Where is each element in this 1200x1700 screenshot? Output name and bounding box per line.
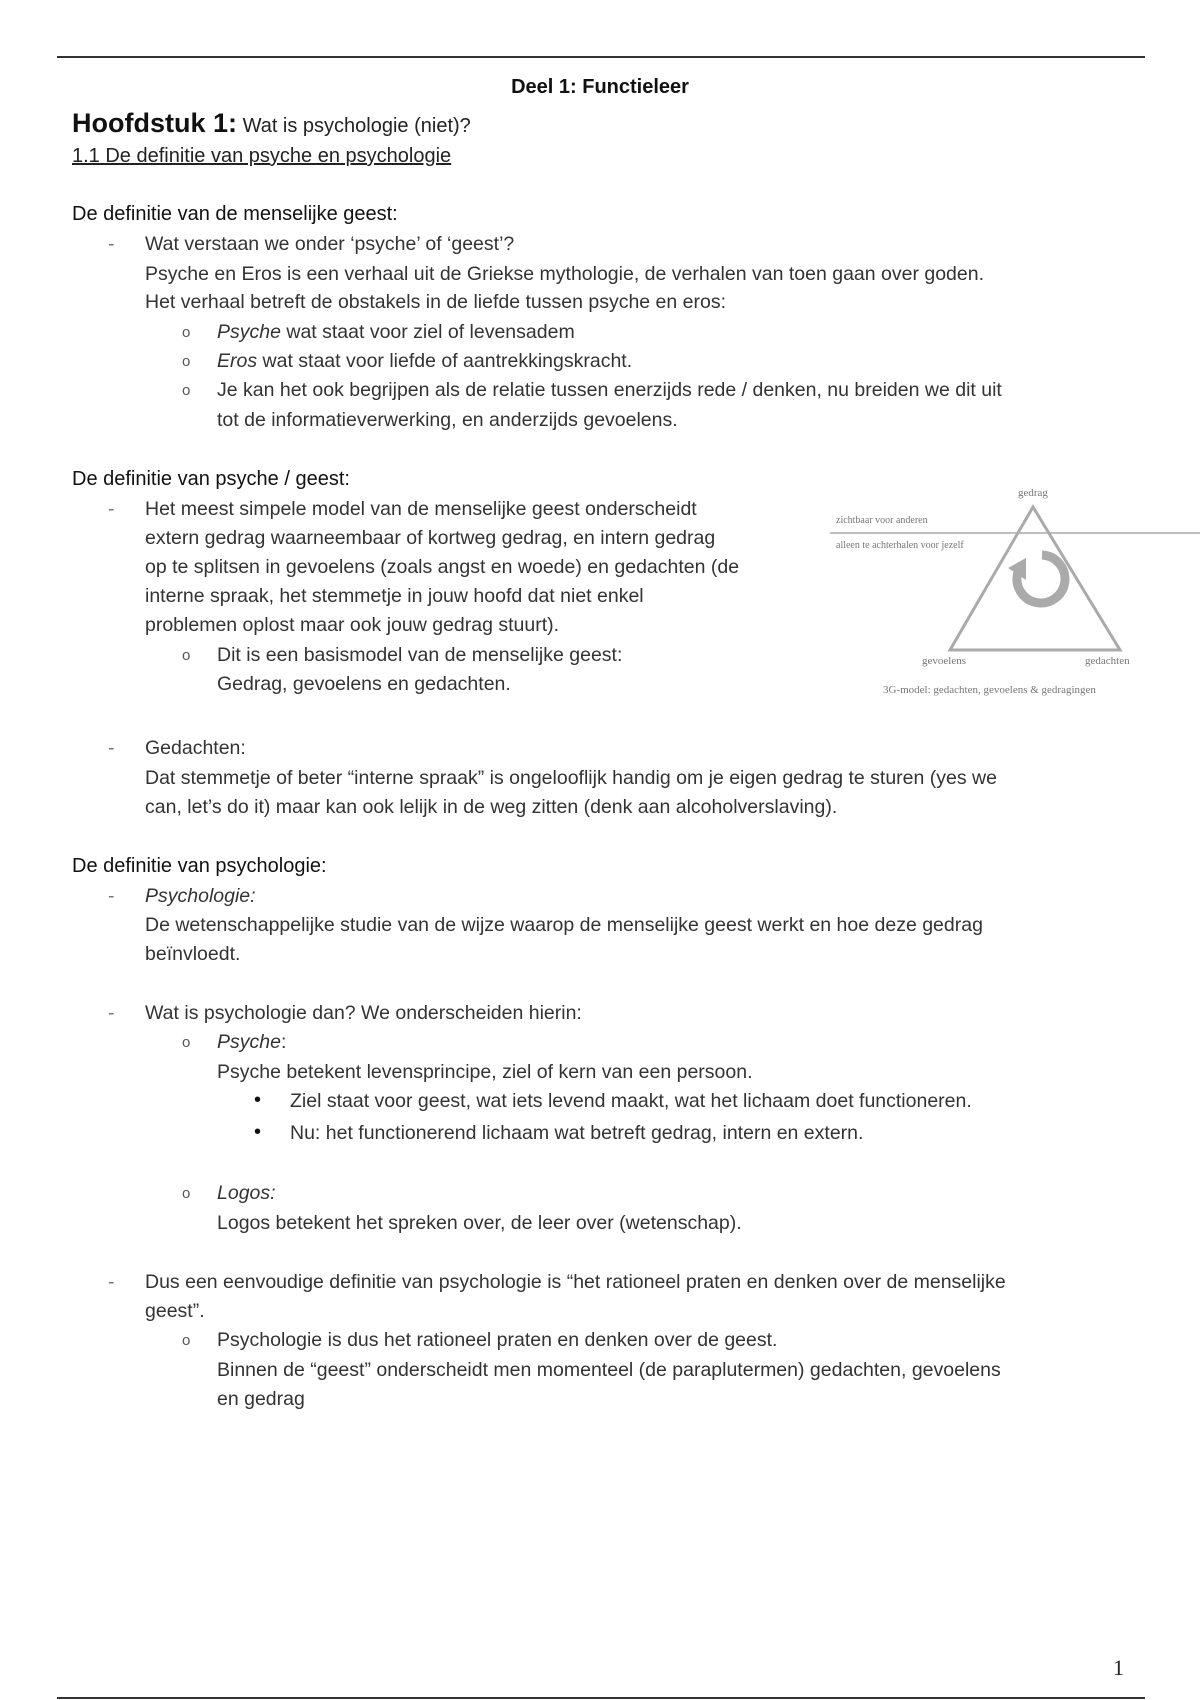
psychology-def-line2: beïnvloedt.: [145, 943, 241, 965]
psyche-term: Psyche: [217, 321, 281, 343]
dot-bullet: •: [254, 1089, 262, 1111]
diagram-hidden-label: alleen te achterhalen voor jezelf: [836, 540, 964, 551]
thoughts-line2: can, let’s do it) maar kan ook lelijk in de weg zitten (denk aan alcoholverslaving).: [145, 796, 838, 818]
triangle: [950, 507, 1120, 650]
block3-heading: De definitie van psychologie:: [72, 855, 327, 877]
circle-bullet: o: [182, 1034, 191, 1051]
top-rule: [57, 56, 1145, 58]
page-number: 1: [1113, 1655, 1124, 1680]
dash-bullet: -: [108, 498, 115, 520]
block2-heading: De definitie van psyche / geest:: [72, 468, 350, 490]
psychology-term-text: Psychologie:: [145, 885, 256, 907]
block1-heading: De definitie van de menselijke geest:: [72, 203, 398, 225]
psyche-colon: :: [280, 1031, 287, 1053]
block1-sub2: [217, 350, 632, 373]
dash-bullet: -: [108, 1002, 115, 1024]
summary-line1: Dus een eenvoudige definitie van psychologie is “het rationeel praten en denken over de menselijke: [145, 1271, 1006, 1293]
chapter-heading: [72, 108, 471, 139]
logos-term-line: [217, 1182, 276, 1205]
thoughts-line1: Dat stemmetje of beter “interne spraak” is ongelooflijk handig om je eigen gedrag te sturen (yes we: [145, 767, 997, 789]
part-title: Deel 1: Functieleer: [511, 76, 689, 98]
block1-sub1: [217, 321, 575, 344]
dash-bullet: -: [108, 885, 115, 907]
diagram-caption: 3G-model: gedachten, gevoelens & gedragingen: [883, 684, 1096, 696]
summary-line2: geest”.: [145, 1300, 205, 1322]
psychology-def-line1: De wetenschappelijke studie van de wijze waarop de menselijke geest werkt en hoe deze gedrag: [145, 914, 983, 936]
block2-line: op te splitsen in gevoelens (zoals angst en woede) en gedachten (de: [145, 556, 740, 578]
block2-sub-line1: Dit is een basismodel van de menselijke geest:: [217, 644, 623, 666]
3g-model-diagram: [830, 480, 1200, 705]
psyche-bullet2: Nu: het functionerend lichaam wat betreft gedrag, intern en extern.: [290, 1122, 864, 1144]
bottom-rule: [57, 1697, 1145, 1699]
block2-line: Het meest simpele model van de menselijke geest onderscheidt: [145, 498, 697, 520]
block1-sub3-line2: tot de informatieverwerking, en anderzijds gevoelens.: [217, 409, 678, 431]
summary-sub1: Psychologie is dus het rationeel praten en denken over de geest.: [217, 1329, 778, 1351]
psyche-term-text: Psyche: [217, 1031, 281, 1053]
chapter-subtitle: Wat is psychologie (niet)?: [242, 115, 471, 137]
psychology-question: Wat is psychologie dan? We onderscheiden hierin:: [145, 1002, 582, 1024]
section-title: 1.1 De definitie van psyche en psychologie: [72, 145, 452, 167]
psyche-definition: Psyche betekent levensprincipe, ziel of kern van een persoon.: [217, 1061, 753, 1083]
chapter-label: Hoofdstuk 1:: [72, 108, 237, 138]
block2-line: extern gedrag waarneembaar of kortweg gedrag, en intern gedrag: [145, 527, 716, 549]
dash-bullet: -: [108, 233, 115, 255]
block1-line1: Psyche en Eros is een verhaal uit de Griekse mythologie, de verhalen van toen gaan over goden.: [145, 263, 985, 285]
logos-definition: Logos betekent het spreken over, de leer over (wetenschap).: [217, 1212, 742, 1234]
summary-sub3: en gedrag: [217, 1388, 305, 1410]
diagram-right-label: gedachten: [1085, 655, 1130, 667]
sub1-text: wat staat voor ziel of levensadem: [280, 321, 575, 343]
block1-question: Wat verstaan we onder ‘psyche’ of ‘geest’?: [145, 233, 515, 255]
thoughts-label: Gedachten:: [145, 737, 246, 759]
dash-bullet: -: [108, 1271, 115, 1293]
block1-line2: Het verhaal betreft de obstakels in de liefde tussen psyche en eros:: [145, 291, 727, 313]
block2-sub-line2: Gedrag, gevoelens en gedachten.: [217, 673, 511, 695]
diagram-visible-label: zichtbaar voor anderen: [836, 515, 928, 526]
eros-term: Eros: [217, 350, 258, 372]
summary-sub2: Binnen de “geest” onderscheidt men momenteel (de paraplutermen) gedachten, gevoelens: [217, 1359, 1001, 1381]
dot-bullet: •: [254, 1121, 262, 1143]
circle-bullet: o: [182, 353, 191, 370]
circle-bullet: o: [182, 382, 191, 399]
psyche-term-line: [217, 1031, 286, 1054]
block2-line: problemen oplost maar ook jouw gedrag stuurt).: [145, 614, 560, 636]
diagram-top-label: gedrag: [1018, 487, 1048, 499]
block2-line: interne spraak, het stemmetje in jouw hoofd dat niet enkel: [145, 585, 644, 607]
block1-sub3-line1: Je kan het ook begrijpen als de relatie tussen enerzijds rede / denken, nu breiden we dit uit: [217, 379, 1002, 401]
circle-bullet: o: [182, 647, 191, 664]
diagram-left-label: gevoelens: [922, 655, 966, 667]
psychology-term: [145, 885, 256, 908]
psyche-bullet1: Ziel staat voor geest, wat iets levend maakt, wat het lichaam doet functioneren.: [290, 1090, 972, 1112]
circle-bullet: o: [182, 1332, 191, 1349]
circle-bullet: o: [182, 1185, 191, 1202]
circle-bullet: o: [182, 324, 191, 341]
sub2-text: wat staat voor liefde of aantrekkingskracht.: [257, 350, 633, 372]
dash-bullet: -: [108, 737, 115, 759]
logos-term-text: Logos:: [217, 1182, 276, 1204]
